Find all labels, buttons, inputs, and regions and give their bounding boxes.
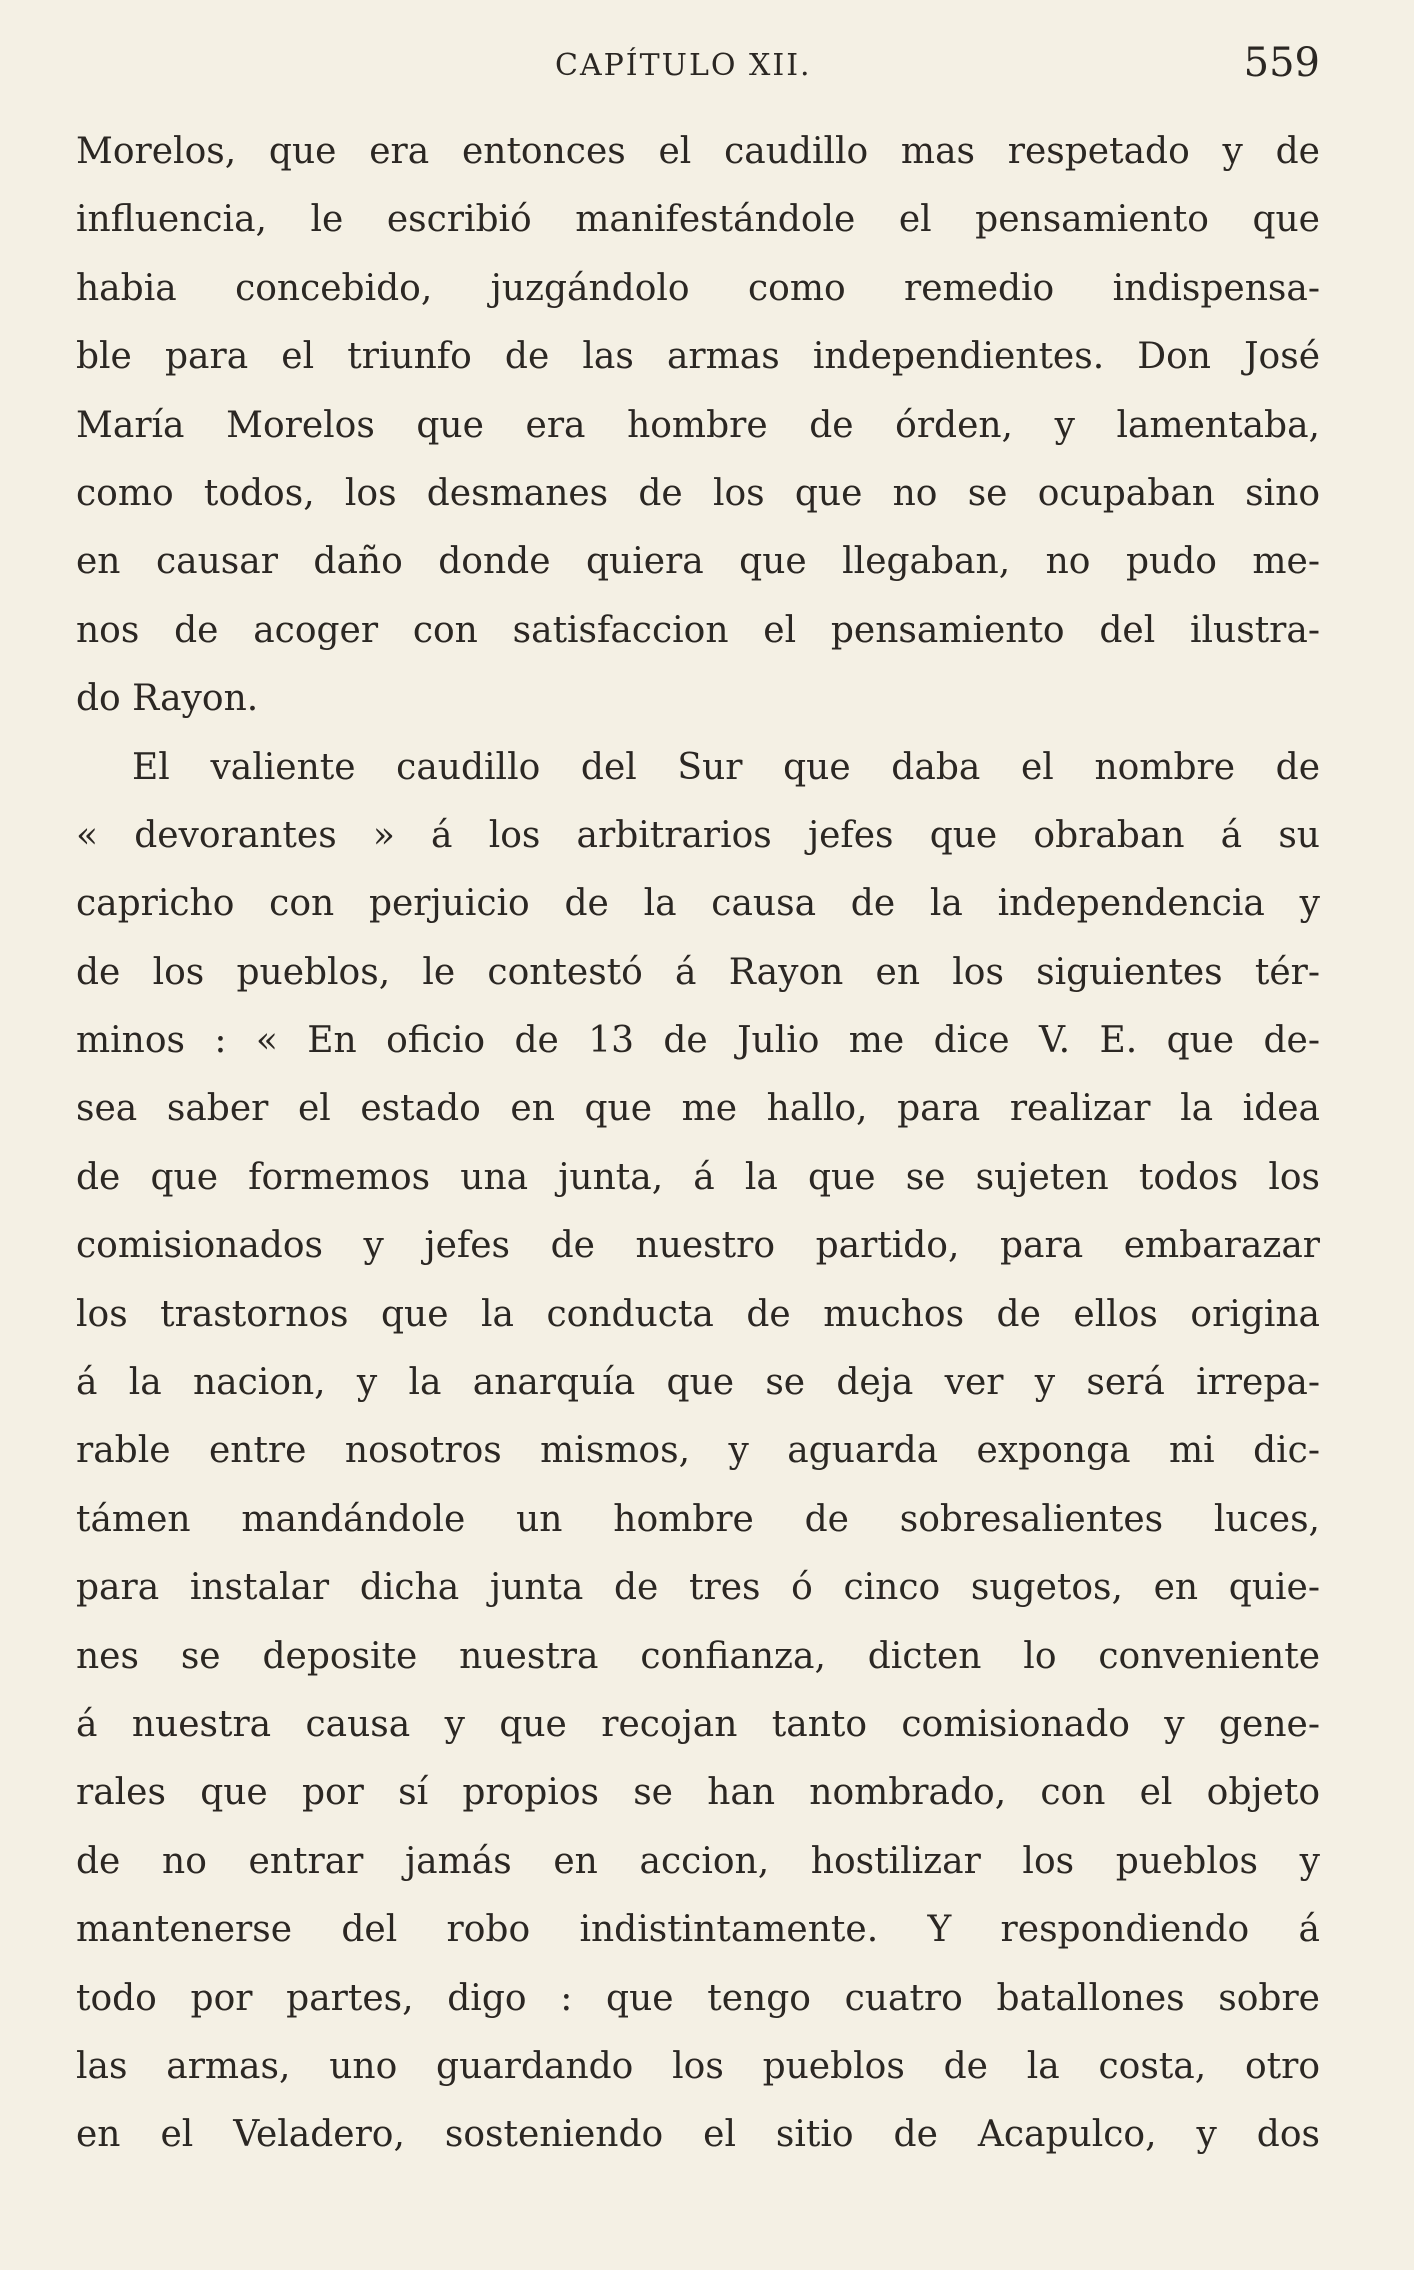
text-line: en causar daño donde quiera que llegaban, no pudo me- <box>76 541 1320 583</box>
text-line: ble para el triunfo de las armas independientes. Don José <box>76 336 1320 378</box>
text-line: Morelos, que era entonces el caudillo mas respetado y de <box>76 131 1320 172</box>
text-line: de que formemos una junta, á la que se sujeten todos los <box>76 1156 1320 1198</box>
text-line: nos de acoger con satisfaccion el pensamiento del ilustra- <box>76 609 1320 651</box>
text-line: como todos, los desmanes de los que no se ocupaban sino <box>76 472 1320 514</box>
running-header <box>75 40 1320 90</box>
text-line: do Rayon. <box>76 678 259 720</box>
text-line: sea saber el estado en que me hallo, para realizar la idea <box>76 1088 1320 1130</box>
text-line: habia concebido, juzgándolo como remedio indispensa- <box>76 267 1320 309</box>
text-line: El valiente caudillo del Sur que daba el nombre de <box>132 746 1320 788</box>
text-line: todo por partes, digo : que tengo cuatro batallones sobre <box>76 1977 1320 2019</box>
text-line: de no entrar jamás en accion, hostilizar los pueblos y <box>76 1840 1320 1882</box>
text-line: capricho con perjuicio de la causa de la independencia y <box>76 883 1320 925</box>
text-line: rable entre nosotros mismos, y aguarda exponga mi dic- <box>76 1430 1320 1472</box>
text-line: las armas, uno guardando los pueblos de la costa, otro <box>76 2045 1320 2087</box>
text-line: á la nacion, y la anarquía que se deja ver y será irrepa- <box>76 1362 1320 1404</box>
text-line: comisionados y jefes de nuestro partido, para embarazar <box>76 1225 1320 1267</box>
text-line: influencia, le escribió manifestándole el pensamiento que <box>76 199 1320 241</box>
text-line: « devorantes » á los arbitrarios jefes que obraban á su <box>76 814 1320 856</box>
text-line: nes se deposite nuestra confianza, dicten lo conveniente <box>76 1635 1320 1677</box>
text-line: rales que por sí propios se han nombrado, con el objeto <box>76 1772 1320 1814</box>
chapter-title: CAPÍTULO XII. <box>555 48 812 83</box>
text-line: en el Veladero, sosteniendo el sitio de Acapulco, y dos <box>76 2114 1320 2156</box>
text-line: támen mandándole un hombre de sobresalientes luces, <box>76 1498 1320 1540</box>
text-line: á nuestra causa y que recojan tanto comisionado y gene- <box>76 1703 1320 1745</box>
page-body-text <box>76 118 1320 2170</box>
page-number: 559 <box>1243 40 1320 86</box>
text-line: María Morelos que era hombre de órden, y lamentaba, <box>76 404 1320 446</box>
text-line: para instalar dicha junta de tres ó cinco sugetos, en quie- <box>76 1567 1320 1609</box>
text-line: minos : « En oficio de 13 de Julio me dice V. E. que de- <box>76 1020 1320 1062</box>
text-line: los trastornos que la conducta de muchos de ellos origina <box>76 1293 1320 1335</box>
text-line: de los pueblos, le contestó á Rayon en los siguientes tér- <box>76 951 1320 993</box>
text-line: mantenerse del robo indistintamente. Y respondiendo á <box>76 1909 1320 1951</box>
